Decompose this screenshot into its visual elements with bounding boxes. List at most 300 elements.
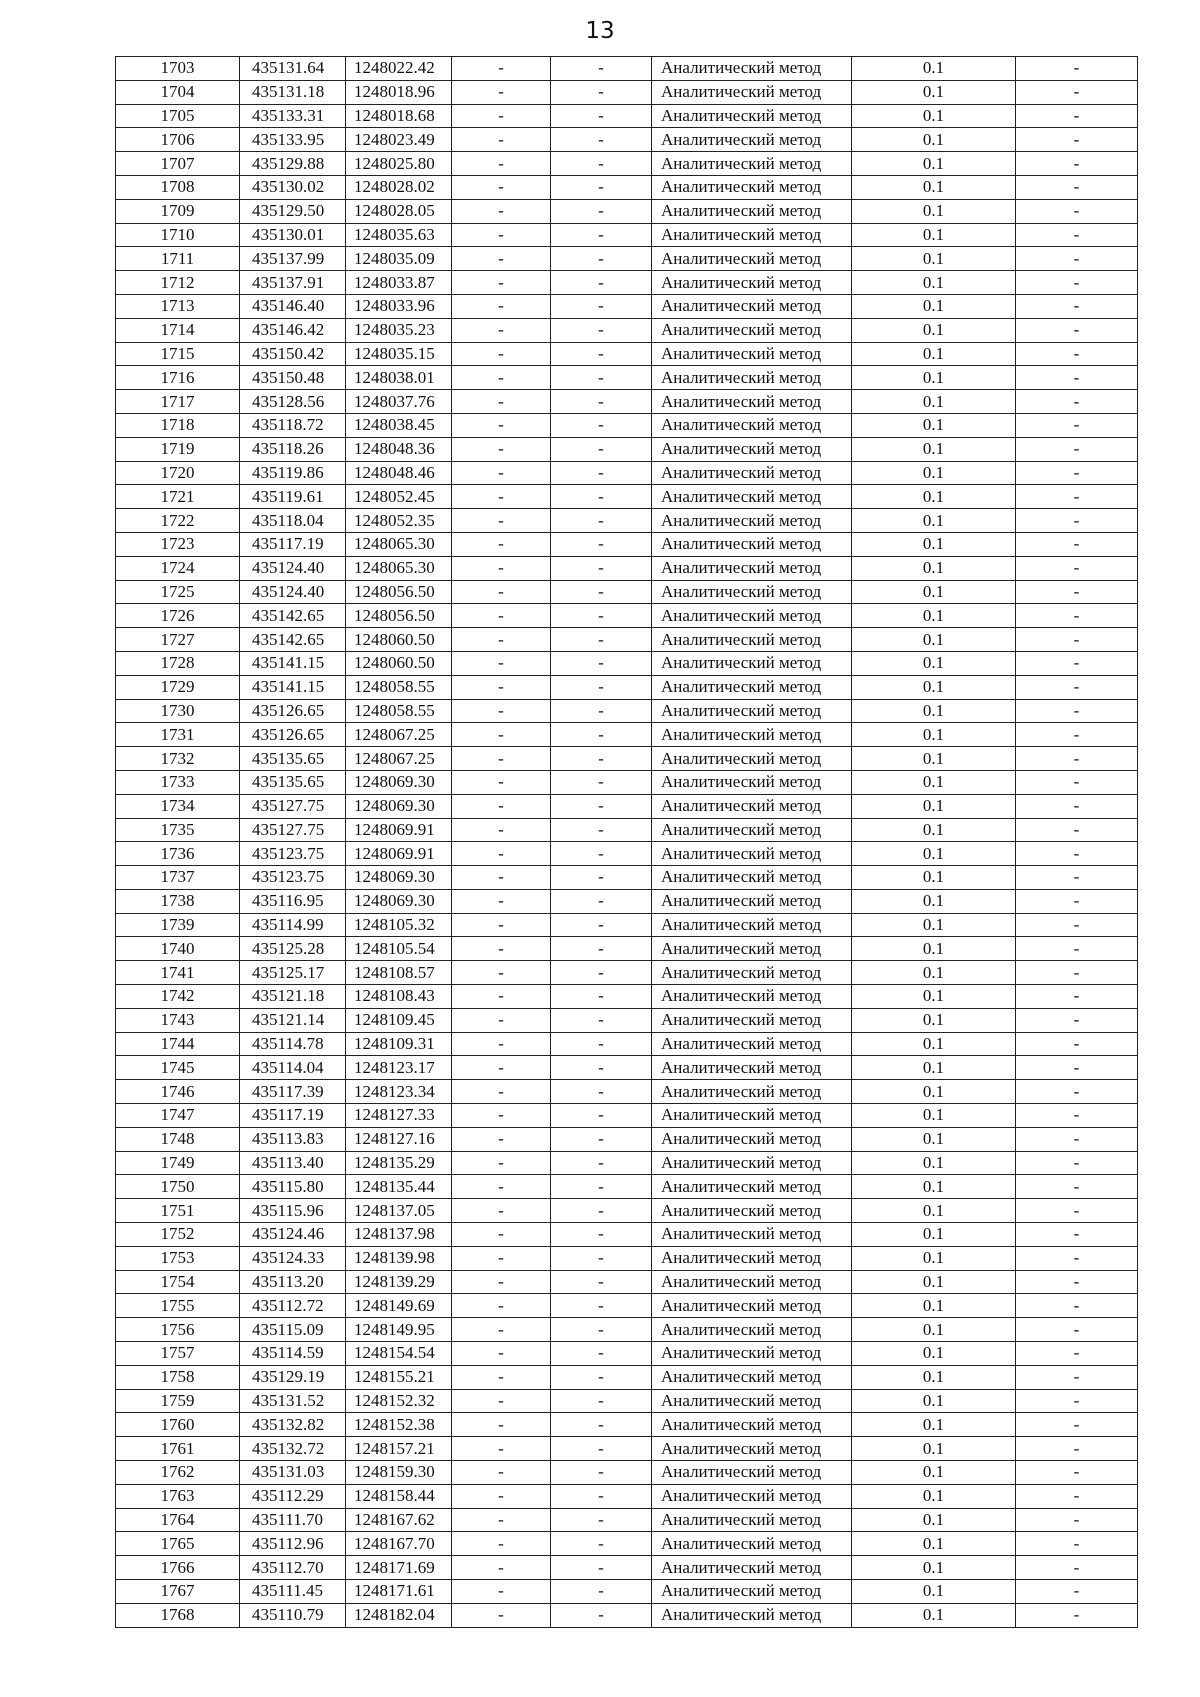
- point-number-cell: 1719: [116, 437, 240, 461]
- method-cell: Аналитический метод: [652, 128, 852, 152]
- table-row: [116, 509, 1138, 533]
- table-row: [116, 1318, 1138, 1342]
- table-row: [116, 271, 1138, 295]
- x-coordinate-cell: 435126.65: [240, 723, 346, 747]
- x-coordinate-cell: 435146.42: [240, 318, 346, 342]
- method-cell: Аналитический метод: [652, 1318, 852, 1342]
- accuracy-cell: 0.1: [852, 1223, 1016, 1247]
- dash-cell: -: [452, 1270, 551, 1294]
- table-row: [116, 1389, 1138, 1413]
- accuracy-cell: 0.1: [852, 913, 1016, 937]
- dash-cell: -: [452, 1246, 551, 1270]
- dash-cell: -: [551, 1365, 652, 1389]
- method-cell: Аналитический метод: [652, 247, 852, 271]
- y-coordinate-cell: 1248056.50: [346, 604, 452, 628]
- method-cell: Аналитический метод: [652, 1413, 852, 1437]
- point-number-cell: 1727: [116, 628, 240, 652]
- y-coordinate-cell: 1248137.05: [346, 1199, 452, 1223]
- x-coordinate-cell: 435133.95: [240, 128, 346, 152]
- x-coordinate-cell: 435126.65: [240, 699, 346, 723]
- y-coordinate-cell: 1248108.57: [346, 961, 452, 985]
- dash-cell: -: [551, 889, 652, 913]
- dash-cell: -: [1016, 1437, 1138, 1461]
- dash-cell: -: [452, 342, 551, 366]
- method-cell: Аналитический метод: [652, 532, 852, 556]
- dash-cell: -: [551, 1580, 652, 1604]
- y-coordinate-cell: 1248154.54: [346, 1342, 452, 1366]
- dash-cell: -: [452, 390, 551, 414]
- dash-cell: -: [1016, 413, 1138, 437]
- accuracy-cell: 0.1: [852, 247, 1016, 271]
- y-coordinate-cell: 1248018.68: [346, 104, 452, 128]
- dash-cell: -: [1016, 342, 1138, 366]
- x-coordinate-cell: 435118.04: [240, 509, 346, 533]
- table-row: [116, 1223, 1138, 1247]
- point-number-cell: 1709: [116, 199, 240, 223]
- accuracy-cell: 0.1: [852, 723, 1016, 747]
- dash-cell: -: [1016, 271, 1138, 295]
- dash-cell: -: [452, 509, 551, 533]
- point-number-cell: 1726: [116, 604, 240, 628]
- accuracy-cell: 0.1: [852, 1389, 1016, 1413]
- method-cell: Аналитический метод: [652, 1246, 852, 1270]
- x-coordinate-cell: 435114.78: [240, 1032, 346, 1056]
- table-row: [116, 1413, 1138, 1437]
- dash-cell: -: [1016, 937, 1138, 961]
- accuracy-cell: 0.1: [852, 1580, 1016, 1604]
- dash-cell: -: [551, 1294, 652, 1318]
- x-coordinate-cell: 435118.26: [240, 437, 346, 461]
- dash-cell: -: [1016, 675, 1138, 699]
- y-coordinate-cell: 1248038.01: [346, 366, 452, 390]
- dash-cell: -: [1016, 1318, 1138, 1342]
- dash-cell: -: [551, 1413, 652, 1437]
- dash-cell: -: [452, 675, 551, 699]
- point-number-cell: 1729: [116, 675, 240, 699]
- point-number-cell: 1739: [116, 913, 240, 937]
- accuracy-cell: 0.1: [852, 794, 1016, 818]
- method-cell: Аналитический метод: [652, 175, 852, 199]
- point-number-cell: 1757: [116, 1342, 240, 1366]
- point-number-cell: 1740: [116, 937, 240, 961]
- dash-cell: -: [551, 1032, 652, 1056]
- dash-cell: -: [1016, 818, 1138, 842]
- point-number-cell: 1747: [116, 1104, 240, 1128]
- table-row: [116, 413, 1138, 437]
- point-number-cell: 1767: [116, 1580, 240, 1604]
- method-cell: Аналитический метод: [652, 1461, 852, 1485]
- dash-cell: -: [1016, 1223, 1138, 1247]
- dash-cell: -: [452, 1461, 551, 1485]
- y-coordinate-cell: 1248155.21: [346, 1365, 452, 1389]
- method-cell: Аналитический метод: [652, 818, 852, 842]
- method-cell: Аналитический метод: [652, 699, 852, 723]
- table-row: [116, 889, 1138, 913]
- point-number-cell: 1721: [116, 485, 240, 509]
- accuracy-cell: 0.1: [852, 889, 1016, 913]
- y-coordinate-cell: 1248182.04: [346, 1603, 452, 1627]
- method-cell: Аналитический метод: [652, 1294, 852, 1318]
- accuracy-cell: 0.1: [852, 342, 1016, 366]
- dash-cell: -: [551, 152, 652, 176]
- dash-cell: -: [551, 413, 652, 437]
- x-coordinate-cell: 435132.72: [240, 1437, 346, 1461]
- table-row: [116, 1175, 1138, 1199]
- dash-cell: -: [551, 128, 652, 152]
- x-coordinate-cell: 435114.59: [240, 1342, 346, 1366]
- point-number-cell: 1760: [116, 1413, 240, 1437]
- accuracy-cell: 0.1: [852, 1151, 1016, 1175]
- x-coordinate-cell: 435142.65: [240, 604, 346, 628]
- y-coordinate-cell: 1248022.42: [346, 57, 452, 81]
- y-coordinate-cell: 1248069.30: [346, 889, 452, 913]
- dash-cell: -: [551, 1151, 652, 1175]
- table-row: [116, 770, 1138, 794]
- point-number-cell: 1744: [116, 1032, 240, 1056]
- dash-cell: -: [1016, 104, 1138, 128]
- x-coordinate-cell: 435131.64: [240, 57, 346, 81]
- accuracy-cell: 0.1: [852, 985, 1016, 1009]
- accuracy-cell: 0.1: [852, 770, 1016, 794]
- y-coordinate-cell: 1248048.36: [346, 437, 452, 461]
- method-cell: Аналитический метод: [652, 1104, 852, 1128]
- point-number-cell: 1765: [116, 1532, 240, 1556]
- dash-cell: -: [452, 723, 551, 747]
- dash-cell: -: [1016, 770, 1138, 794]
- method-cell: Аналитический метод: [652, 1032, 852, 1056]
- dash-cell: -: [551, 1080, 652, 1104]
- x-coordinate-cell: 435113.40: [240, 1151, 346, 1175]
- accuracy-cell: 0.1: [852, 1246, 1016, 1270]
- x-coordinate-cell: 435131.03: [240, 1461, 346, 1485]
- method-cell: Аналитический метод: [652, 80, 852, 104]
- dash-cell: -: [1016, 294, 1138, 318]
- dash-cell: -: [551, 1175, 652, 1199]
- point-number-cell: 1732: [116, 747, 240, 771]
- point-number-cell: 1762: [116, 1461, 240, 1485]
- y-coordinate-cell: 1248048.46: [346, 461, 452, 485]
- dash-cell: -: [551, 556, 652, 580]
- table-row: [116, 699, 1138, 723]
- dash-cell: -: [452, 985, 551, 1009]
- method-cell: Аналитический метод: [652, 342, 852, 366]
- dash-cell: -: [551, 604, 652, 628]
- dash-cell: -: [452, 1104, 551, 1128]
- x-coordinate-cell: 435121.14: [240, 1008, 346, 1032]
- point-number-cell: 1743: [116, 1008, 240, 1032]
- accuracy-cell: 0.1: [852, 842, 1016, 866]
- dash-cell: -: [452, 1080, 551, 1104]
- dash-cell: -: [551, 985, 652, 1009]
- dash-cell: -: [1016, 1603, 1138, 1627]
- method-cell: Аналитический метод: [652, 152, 852, 176]
- point-number-cell: 1745: [116, 1056, 240, 1080]
- dash-cell: -: [452, 57, 551, 81]
- dash-cell: -: [1016, 1413, 1138, 1437]
- dash-cell: -: [452, 532, 551, 556]
- dash-cell: -: [452, 818, 551, 842]
- point-number-cell: 1759: [116, 1389, 240, 1413]
- dash-cell: -: [1016, 1532, 1138, 1556]
- dash-cell: -: [452, 1294, 551, 1318]
- dash-cell: -: [452, 1580, 551, 1604]
- y-coordinate-cell: 1248052.45: [346, 485, 452, 509]
- dash-cell: -: [1016, 80, 1138, 104]
- method-cell: Аналитический метод: [652, 1437, 852, 1461]
- dash-cell: -: [452, 1603, 551, 1627]
- dash-cell: -: [1016, 366, 1138, 390]
- dash-cell: -: [551, 699, 652, 723]
- y-coordinate-cell: 1248135.44: [346, 1175, 452, 1199]
- point-number-cell: 1750: [116, 1175, 240, 1199]
- method-cell: Аналитический метод: [652, 1175, 852, 1199]
- dash-cell: -: [452, 770, 551, 794]
- point-number-cell: 1737: [116, 866, 240, 890]
- x-coordinate-cell: 435112.72: [240, 1294, 346, 1318]
- x-coordinate-cell: 435146.40: [240, 294, 346, 318]
- dash-cell: -: [452, 794, 551, 818]
- dash-cell: -: [1016, 699, 1138, 723]
- accuracy-cell: 0.1: [852, 1365, 1016, 1389]
- y-coordinate-cell: 1248018.96: [346, 80, 452, 104]
- accuracy-cell: 0.1: [852, 1056, 1016, 1080]
- method-cell: Аналитический метод: [652, 390, 852, 414]
- x-coordinate-cell: 435119.61: [240, 485, 346, 509]
- method-cell: Аналитический метод: [652, 413, 852, 437]
- x-coordinate-cell: 435129.50: [240, 199, 346, 223]
- point-number-cell: 1716: [116, 366, 240, 390]
- method-cell: Аналитический метод: [652, 104, 852, 128]
- dash-cell: -: [551, 390, 652, 414]
- dash-cell: -: [1016, 580, 1138, 604]
- dash-cell: -: [452, 437, 551, 461]
- x-coordinate-cell: 435137.91: [240, 271, 346, 295]
- point-number-cell: 1761: [116, 1437, 240, 1461]
- point-number-cell: 1728: [116, 651, 240, 675]
- x-coordinate-cell: 435131.52: [240, 1389, 346, 1413]
- table-row: [116, 294, 1138, 318]
- accuracy-cell: 0.1: [852, 1437, 1016, 1461]
- dash-cell: -: [551, 747, 652, 771]
- y-coordinate-cell: 1248069.30: [346, 770, 452, 794]
- accuracy-cell: 0.1: [852, 1080, 1016, 1104]
- page-number: 13: [585, 18, 615, 44]
- y-coordinate-cell: 1248060.50: [346, 651, 452, 675]
- y-coordinate-cell: 1248108.43: [346, 985, 452, 1009]
- method-cell: Аналитический метод: [652, 1484, 852, 1508]
- accuracy-cell: 0.1: [852, 651, 1016, 675]
- dash-cell: -: [1016, 1342, 1138, 1366]
- dash-cell: -: [1016, 842, 1138, 866]
- y-coordinate-cell: 1248127.33: [346, 1104, 452, 1128]
- table-row: [116, 1080, 1138, 1104]
- dash-cell: -: [452, 366, 551, 390]
- dash-cell: -: [551, 1532, 652, 1556]
- point-number-cell: 1707: [116, 152, 240, 176]
- dash-cell: -: [452, 1199, 551, 1223]
- y-coordinate-cell: 1248127.16: [346, 1127, 452, 1151]
- method-cell: Аналитический метод: [652, 509, 852, 533]
- point-number-cell: 1713: [116, 294, 240, 318]
- dash-cell: -: [551, 80, 652, 104]
- dash-cell: -: [1016, 485, 1138, 509]
- table-row: [116, 842, 1138, 866]
- accuracy-cell: 0.1: [852, 1294, 1016, 1318]
- x-coordinate-cell: 435129.19: [240, 1365, 346, 1389]
- accuracy-cell: 0.1: [852, 532, 1016, 556]
- y-coordinate-cell: 1248038.45: [346, 413, 452, 437]
- accuracy-cell: 0.1: [852, 271, 1016, 295]
- dash-cell: -: [551, 770, 652, 794]
- dash-cell: -: [551, 1104, 652, 1128]
- point-number-cell: 1753: [116, 1246, 240, 1270]
- table-row: [116, 628, 1138, 652]
- x-coordinate-cell: 435114.99: [240, 913, 346, 937]
- dash-cell: -: [452, 580, 551, 604]
- dash-cell: -: [1016, 1556, 1138, 1580]
- dash-cell: -: [452, 866, 551, 890]
- dash-cell: -: [551, 580, 652, 604]
- point-number-cell: 1741: [116, 961, 240, 985]
- dash-cell: -: [452, 461, 551, 485]
- y-coordinate-cell: 1248152.32: [346, 1389, 452, 1413]
- method-cell: Аналитический метод: [652, 57, 852, 81]
- accuracy-cell: 0.1: [852, 675, 1016, 699]
- x-coordinate-cell: 435124.40: [240, 556, 346, 580]
- dash-cell: -: [452, 1437, 551, 1461]
- y-coordinate-cell: 1248171.61: [346, 1580, 452, 1604]
- point-number-cell: 1706: [116, 128, 240, 152]
- dash-cell: -: [452, 1175, 551, 1199]
- method-cell: Аналитический метод: [652, 1365, 852, 1389]
- table-row: [116, 1056, 1138, 1080]
- table-row: [116, 580, 1138, 604]
- x-coordinate-cell: 435131.18: [240, 80, 346, 104]
- table-row: [116, 1199, 1138, 1223]
- accuracy-cell: 0.1: [852, 104, 1016, 128]
- dash-cell: -: [452, 699, 551, 723]
- method-cell: Аналитический метод: [652, 937, 852, 961]
- y-coordinate-cell: 1248135.29: [346, 1151, 452, 1175]
- y-coordinate-cell: 1248058.55: [346, 699, 452, 723]
- x-coordinate-cell: 435113.20: [240, 1270, 346, 1294]
- y-coordinate-cell: 1248067.25: [346, 747, 452, 771]
- table-row: [116, 1151, 1138, 1175]
- point-number-cell: 1725: [116, 580, 240, 604]
- y-coordinate-cell: 1248069.30: [346, 866, 452, 890]
- dash-cell: -: [452, 128, 551, 152]
- accuracy-cell: 0.1: [852, 437, 1016, 461]
- table-row: [116, 318, 1138, 342]
- dash-cell: -: [1016, 1199, 1138, 1223]
- accuracy-cell: 0.1: [852, 699, 1016, 723]
- dash-cell: -: [551, 842, 652, 866]
- y-coordinate-cell: 1248067.25: [346, 723, 452, 747]
- accuracy-cell: 0.1: [852, 1461, 1016, 1485]
- x-coordinate-cell: 435115.80: [240, 1175, 346, 1199]
- method-cell: Аналитический метод: [652, 1603, 852, 1627]
- dash-cell: -: [551, 485, 652, 509]
- dash-cell: -: [551, 1484, 652, 1508]
- dash-cell: -: [452, 1032, 551, 1056]
- y-coordinate-cell: 1248152.38: [346, 1413, 452, 1437]
- y-coordinate-cell: 1248137.98: [346, 1223, 452, 1247]
- y-coordinate-cell: 1248171.69: [346, 1556, 452, 1580]
- dash-cell: -: [1016, 604, 1138, 628]
- table-body: [116, 57, 1138, 1628]
- method-cell: Аналитический метод: [652, 913, 852, 937]
- dash-cell: -: [452, 1318, 551, 1342]
- dash-cell: -: [551, 366, 652, 390]
- dash-cell: -: [551, 104, 652, 128]
- accuracy-cell: 0.1: [852, 937, 1016, 961]
- x-coordinate-cell: 435132.82: [240, 1413, 346, 1437]
- point-number-cell: 1715: [116, 342, 240, 366]
- dash-cell: -: [452, 937, 551, 961]
- dash-cell: -: [551, 794, 652, 818]
- dash-cell: -: [452, 1056, 551, 1080]
- dash-cell: -: [452, 152, 551, 176]
- table-row: [116, 1104, 1138, 1128]
- y-coordinate-cell: 1248158.44: [346, 1484, 452, 1508]
- y-coordinate-cell: 1248037.76: [346, 390, 452, 414]
- y-coordinate-cell: 1248139.29: [346, 1270, 452, 1294]
- dash-cell: -: [551, 199, 652, 223]
- dash-cell: -: [1016, 57, 1138, 81]
- y-coordinate-cell: 1248060.50: [346, 628, 452, 652]
- dash-cell: -: [452, 556, 551, 580]
- dash-cell: -: [452, 175, 551, 199]
- y-coordinate-cell: 1248167.70: [346, 1532, 452, 1556]
- dash-cell: -: [551, 57, 652, 81]
- y-coordinate-cell: 1248159.30: [346, 1461, 452, 1485]
- y-coordinate-cell: 1248157.21: [346, 1437, 452, 1461]
- point-number-cell: 1724: [116, 556, 240, 580]
- x-coordinate-cell: 435124.46: [240, 1223, 346, 1247]
- accuracy-cell: 0.1: [852, 1508, 1016, 1532]
- table-row: [116, 152, 1138, 176]
- accuracy-cell: 0.1: [852, 1413, 1016, 1437]
- point-number-cell: 1714: [116, 318, 240, 342]
- method-cell: Аналитический метод: [652, 675, 852, 699]
- table-row: [116, 723, 1138, 747]
- x-coordinate-cell: 435125.28: [240, 937, 346, 961]
- y-coordinate-cell: 1248069.30: [346, 794, 452, 818]
- dash-cell: -: [452, 485, 551, 509]
- method-cell: Аналитический метод: [652, 485, 852, 509]
- dash-cell: -: [1016, 1461, 1138, 1485]
- table-row: [116, 794, 1138, 818]
- table-row: [116, 985, 1138, 1009]
- x-coordinate-cell: 435141.15: [240, 651, 346, 675]
- x-coordinate-cell: 435124.40: [240, 580, 346, 604]
- y-coordinate-cell: 1248035.23: [346, 318, 452, 342]
- method-cell: Аналитический метод: [652, 318, 852, 342]
- dash-cell: -: [1016, 199, 1138, 223]
- x-coordinate-cell: 435135.65: [240, 747, 346, 771]
- x-coordinate-cell: 435142.65: [240, 628, 346, 652]
- accuracy-cell: 0.1: [852, 1175, 1016, 1199]
- point-number-cell: 1749: [116, 1151, 240, 1175]
- method-cell: Аналитический метод: [652, 794, 852, 818]
- method-cell: Аналитический метод: [652, 1508, 852, 1532]
- accuracy-cell: 0.1: [852, 509, 1016, 533]
- dash-cell: -: [1016, 152, 1138, 176]
- point-number-cell: 1712: [116, 271, 240, 295]
- dash-cell: -: [551, 1508, 652, 1532]
- table-row: [116, 675, 1138, 699]
- accuracy-cell: 0.1: [852, 1199, 1016, 1223]
